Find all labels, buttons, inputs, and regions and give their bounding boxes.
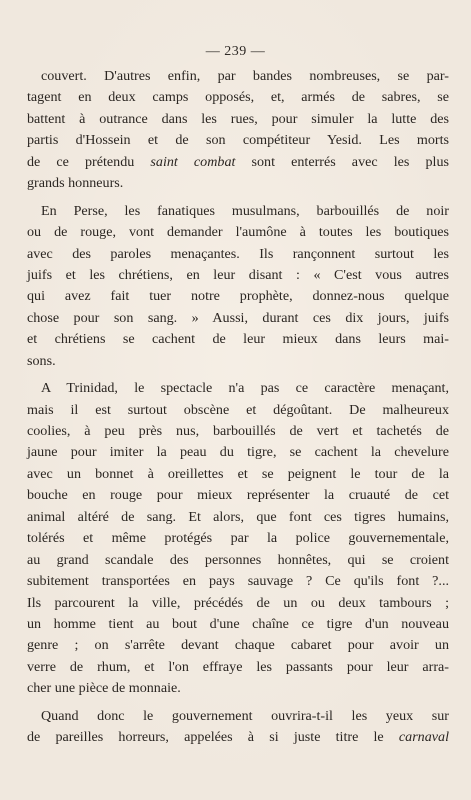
text-line: sons. [27, 352, 56, 369]
text-line: juifs et les chrétiens, en leur disant : « C'est vous autres [27, 266, 449, 283]
text-line: jaune pour imiter la peau du tigre, se cachent la chevelure [27, 444, 449, 461]
text-line: avec un bonnet à oreillettes et se peignent le tour de la [27, 465, 449, 482]
paragraph [27, 378, 449, 700]
text-line: grands honneurs. [27, 175, 124, 192]
body-text [27, 66, 449, 755]
text-line: cher une pièce de monnaie. [27, 680, 181, 697]
text-line: ou de rouge, vont demander l'aumône à toutes les boutiques [27, 224, 449, 241]
text-line: au grand scandale des personnes honnêtes, qui se croient [27, 551, 449, 568]
text-line: un homme tient au bout d'une chaîne ce tigre d'un nouveau [27, 615, 449, 632]
text-line: subitement transportées en pays sauvage ? Ce qu'ils font ?... [27, 573, 449, 590]
italic-phrase: saint combat [150, 153, 236, 170]
text-line: mais il est surtout obscène et dégoûtant. De malheureux [27, 401, 449, 418]
page-number: — 239 — [205, 44, 266, 59]
text-line: genre ; on s'arrête devant chaque cabaret pour avoir un [27, 637, 449, 654]
text-line: A Trinidad, le spectacle n'a pas ce caractère menaçant, [41, 380, 449, 397]
text-line: battent à outrance dans les rues, pour simuler la lutte des [27, 110, 449, 127]
paragraph [27, 66, 449, 195]
text-line: tolérés et même protégés par la police gouvernementale, [27, 530, 449, 547]
text-line: de ce prétendu saint combat sont enterrés avec les plus [27, 153, 449, 170]
text-line: tagent en deux camps opposés, et, armés de sabres, se [27, 89, 449, 106]
text-line: verre de rhum, et l'on effraye les passants pour leur arra- [27, 658, 449, 675]
text-line: chose pour son sang. » Aussi, durant ces dix jours, juifs [27, 309, 449, 326]
text-line: coolies, à peu près nus, barbouillés de vert et tachetés de [27, 423, 449, 439]
text-line: de pareilles horreurs, appelées à si juste titre le carnaval [27, 729, 449, 746]
text-line: couvert. D'autres enfin, par bandes nombreuses, se par- [41, 68, 449, 84]
paragraph [27, 706, 449, 749]
text-line: En Perse, les fanatiques musulmans, barbouillés de noir [41, 202, 449, 219]
text-line: animal altéré de sang. Et alors, que font ces tigres humains, [27, 508, 449, 525]
text-line: Quand donc le gouvernement ouvrira-t-il les yeux sur [41, 707, 449, 724]
paragraph [27, 201, 449, 373]
text-line: qui avez fait tuer notre prophète, donnez-nous quelque [27, 288, 449, 305]
italic-phrase: carnaval [398, 729, 449, 746]
text-line: Ils parcourent la ville, précédés de un ou deux tambours ; [27, 594, 449, 611]
text-line: avec des paroles menaçantes. Ils rançonnent surtout les [27, 245, 449, 262]
text-line: bouche en rouge pour mieux représenter la cruauté de cet [27, 487, 449, 504]
text-line: et chrétiens se cachent de leur mieux dans leurs mai- [27, 331, 449, 348]
text-line: partis d'Hossein et de son compétiteur Yesid. Les morts [27, 132, 449, 149]
